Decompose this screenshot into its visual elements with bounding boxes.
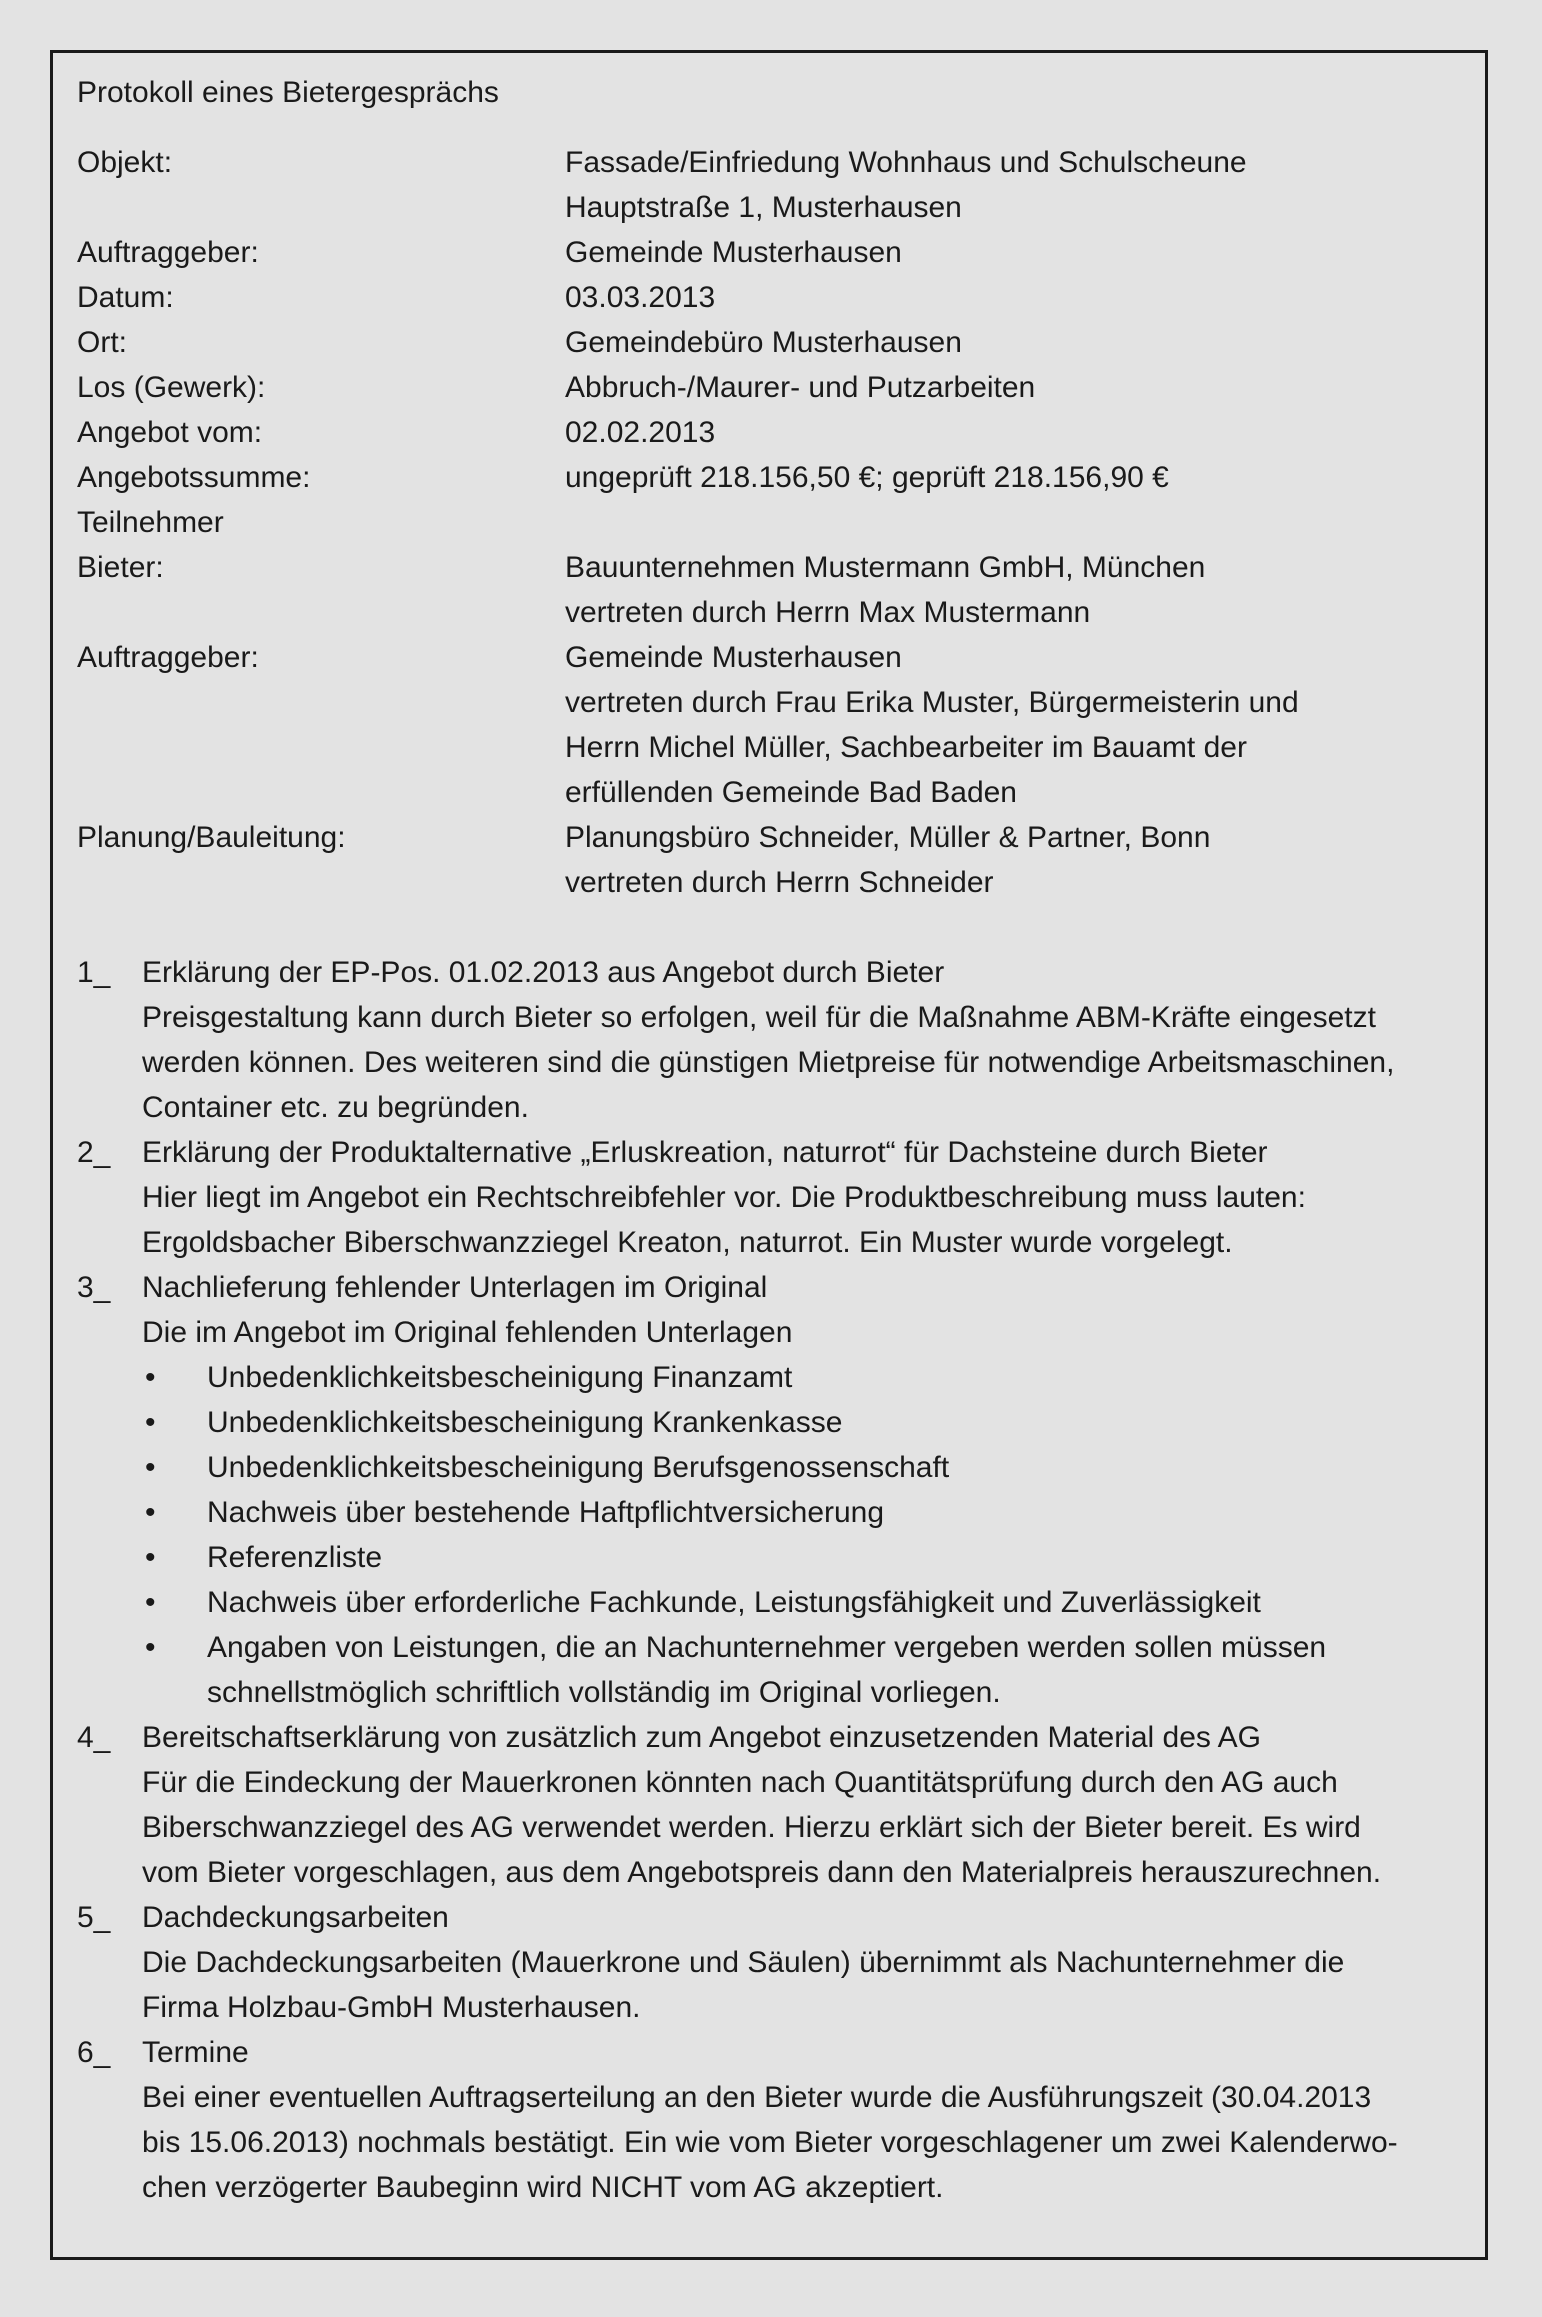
bullet-icon: • (145, 1496, 156, 1529)
meta-value: 02.02.2013 (565, 416, 716, 449)
bullet-line: Unbedenklichkeitsbescheinigung Finanzamt (207, 1361, 793, 1394)
participant-line: vertreten durch Herrn Schneider (565, 866, 994, 899)
protocol-item-4 (77, 1715, 1477, 1895)
item-body (142, 2030, 1477, 2210)
bullet-item (142, 1355, 1477, 1400)
meta-row-auftraggeber (77, 230, 1477, 275)
participant-row-planung (77, 815, 1477, 905)
bullet-item (142, 1445, 1477, 1490)
participant-line: Gemeinde Musterhausen (565, 641, 902, 674)
protocol-item-5 (77, 1895, 1477, 2030)
meta-row-angebot (77, 410, 1477, 455)
participant-value (565, 635, 1477, 815)
item-heading: Termine (142, 2036, 249, 2069)
item-heading: Dachdeckungsarbeiten (142, 1901, 449, 1934)
item-body (142, 1715, 1477, 1895)
item-line: vom Bieter vorgeschlagen, aus dem Angebotspreis dann den Materialpreis herauszurechnen. (142, 1856, 1382, 1889)
bullet-text (207, 1625, 1477, 1715)
bullet-item (142, 1490, 1477, 1535)
participant-row-bieter (77, 545, 1477, 635)
bullet-icon: • (145, 1631, 156, 1664)
item-line: werden können. Des weiteren sind die günstigen Mietpreise für notwendige Arbeitsmaschinen, (142, 1046, 1395, 1079)
protocol-item-3 (77, 1265, 1477, 1715)
item-line: Ergoldsbacher Biberschwanzziegel Kreaton, naturrot. Ein Muster wurde vorgelegt. (142, 1226, 1233, 1259)
meta-label: Objekt: (77, 146, 173, 179)
meta-value: ungeprüft 218.156,50 €; geprüft 218.156,90 € (565, 461, 1169, 494)
item-line: Container etc. zu begründen. (142, 1091, 529, 1124)
bullet-item (142, 1535, 1477, 1580)
meta-label: Ort: (77, 326, 127, 359)
bullet-line: Referenzliste (207, 1541, 383, 1574)
bullet-text (207, 1355, 1477, 1400)
participants-section (77, 500, 1477, 905)
bullet-line: Nachweis über erforderliche Fachkunde, Leistungsfähigkeit und Zuverlässigkeit (207, 1586, 1261, 1619)
meta-label: Auftraggeber: (77, 236, 259, 269)
bullet-line: Unbedenklichkeitsbescheinigung Krankenkasse (207, 1406, 843, 1439)
meta-value: Gemeinde Musterhausen (565, 236, 902, 269)
bullet-text (207, 1490, 1477, 1535)
bullet-line: Nachweis über bestehende Haftpflichtversicherung (207, 1496, 885, 1529)
protocol-document (77, 70, 1477, 2210)
meta-row-los (77, 365, 1477, 410)
meta-row-datum (77, 275, 1477, 320)
participant-line: erfüllenden Gemeinde Bad Baden (565, 776, 1017, 809)
item-number: 5_ (77, 1901, 111, 1934)
meta-row-objekt (77, 140, 1477, 230)
bullet-text (207, 1580, 1477, 1625)
bullet-text (207, 1400, 1477, 1445)
item-line: Für die Eindeckung der Mauerkronen könnten nach Quantitätsprüfung durch den AG auch (142, 1766, 1338, 1799)
participant-value (565, 815, 1477, 905)
item-number: 3_ (77, 1271, 111, 1304)
item-number: 2_ (77, 1136, 111, 1169)
meta-value-line: Fassade/Einfriedung Wohnhaus und Schulscheune (565, 146, 1247, 179)
meta-value: Abbruch-/Maurer- und Putzarbeiten (565, 371, 1036, 404)
item-heading: Bereitschaftserklärung von zusätzlich zum Angebot einzusetzenden Material des AG (142, 1721, 1261, 1754)
item-line: Bei einer eventuellen Auftragserteilung an den Bieter wurde die Ausführungszeit (30.04.2013 (142, 2081, 1372, 2114)
meta-label: Angebotssumme: (77, 461, 311, 494)
participant-line: vertreten durch Frau Erika Muster, Bürgermeisterin und (565, 686, 1299, 719)
item-number: 1_ (77, 956, 111, 989)
bullet-item (142, 1400, 1477, 1445)
participant-line: Herrn Michel Müller, Sachbearbeiter im Bauamt der (565, 731, 1247, 764)
participant-line: vertreten durch Herrn Max Mustermann (565, 596, 1091, 629)
item-number: 6_ (77, 2036, 111, 2069)
bullet-text (207, 1535, 1477, 1580)
bullet-icon: • (145, 1406, 156, 1439)
item-body (142, 950, 1477, 1130)
meta-value (565, 140, 1477, 230)
participant-line: Planungsbüro Schneider, Müller & Partner, Bonn (565, 821, 1211, 854)
meta-row-ort (77, 320, 1477, 365)
item-body (142, 1130, 1477, 1265)
bullet-icon: • (145, 1451, 156, 1484)
meta-value-line: Hauptstraße 1, Musterhausen (565, 191, 962, 224)
bullet-item (142, 1625, 1477, 1715)
bullet-text (207, 1445, 1477, 1490)
participant-label: Auftraggeber: (77, 641, 259, 674)
item-heading: Nachlieferung fehlender Unterlagen im Original (142, 1271, 768, 1304)
participant-label: Planung/Bauleitung: (77, 821, 346, 854)
participant-value (565, 545, 1477, 635)
item-line: bis 15.06.2013) nochmals bestätigt. Ein wie vom Bieter vorgeschlagener um zwei Kalenderwo- (142, 2126, 1398, 2159)
item-line: Hier liegt im Angebot ein Rechtschreibfehler vor. Die Produktbeschreibung muss lauten: (142, 1181, 1306, 1214)
item-line: Firma Holzbau-GmbH Musterhausen. (142, 1991, 641, 2024)
item-line: Die im Angebot im Original fehlenden Unterlagen (142, 1316, 793, 1349)
participants-heading: Teilnehmer (77, 506, 224, 539)
meta-value: 03.03.2013 (565, 281, 716, 314)
bullet-line: Unbedenklichkeitsbescheinigung Berufsgenossenschaft (207, 1451, 950, 1484)
bullet-icon: • (145, 1586, 156, 1619)
item-heading: Erklärung der Produktalternative „Erluskreation, naturrot“ für Dachsteine durch Bieter (142, 1136, 1268, 1169)
item-line: Preisgestaltung kann durch Bieter so erfolgen, weil für die Maßnahme ABM-Kräfte eingesetzt (142, 1001, 1376, 1034)
bullet-item (142, 1580, 1477, 1625)
bullet-line: Angaben von Leistungen, die an Nachunternehmer vergeben werden sollen müssen (207, 1631, 1327, 1664)
item-heading: Erklärung der EP-Pos. 01.02.2013 aus Angebot durch Bieter (142, 956, 945, 989)
meta-label: Los (Gewerk): (77, 371, 266, 404)
participant-label: Bieter: (77, 551, 164, 584)
meta-section (77, 140, 1477, 500)
document-title: Protokoll eines Bietergesprächs (77, 76, 499, 109)
participant-row-auftraggeber (77, 635, 1477, 815)
meta-label: Angebot vom: (77, 416, 263, 449)
document-bullet-list (142, 1355, 1477, 1715)
item-body (142, 1895, 1477, 2030)
meta-label: Datum: (77, 281, 174, 314)
meta-row-angebotssumme (77, 455, 1477, 500)
item-body (142, 1265, 1477, 1715)
protocol-item-1 (77, 950, 1477, 1130)
item-line: Die Dachdeckungsarbeiten (Mauerkrone und Säulen) übernimmt als Nachunternehmer die (142, 1946, 1345, 1979)
item-number: 4_ (77, 1721, 111, 1754)
item-line: chen verzögerter Baubeginn wird NICHT vom AG akzeptiert. (142, 2171, 944, 2204)
protocol-items (77, 950, 1477, 2210)
meta-value: Gemeindebüro Musterhausen (565, 326, 962, 359)
participant-line: Bauunternehmen Mustermann GmbH, München (565, 551, 1206, 584)
bullet-icon: • (145, 1361, 156, 1394)
item-line: Biberschwanzziegel des AG verwendet werden. Hierzu erklärt sich der Bieter bereit. Es wird (142, 1811, 1361, 1844)
protocol-item-6 (77, 2030, 1477, 2210)
bullet-icon: • (145, 1541, 156, 1574)
bullet-line: schnellstmöglich schriftlich vollständig im Original vorliegen. (207, 1676, 1001, 1709)
protocol-item-2 (77, 1130, 1477, 1265)
